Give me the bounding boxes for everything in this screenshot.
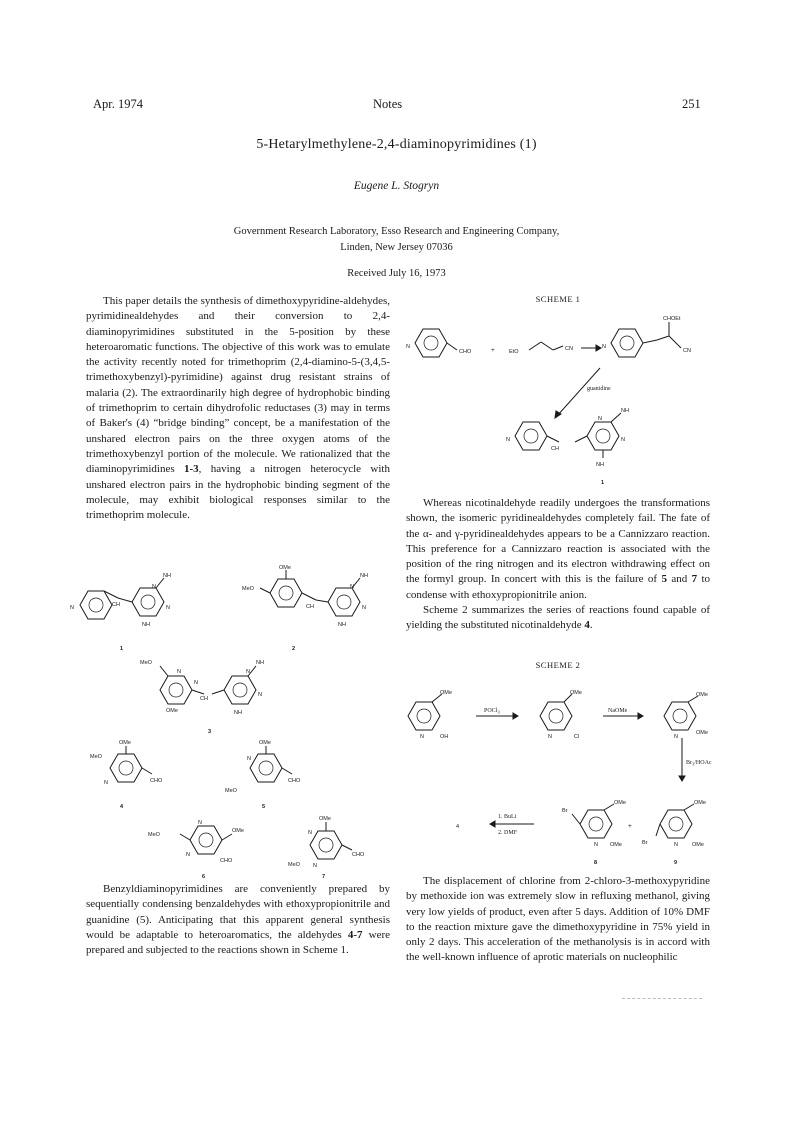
atom-label: EtO bbox=[509, 349, 519, 355]
atom-label: N bbox=[246, 669, 250, 675]
atom-label: CHO bbox=[220, 858, 233, 864]
paragraph: The displacement of chlorine from 2-chloro-3-methoxypyridine by methoxide ion was extremely slow in refluxing methanol, giving very low yields of product, even after 5 days. Addition of 10% DMF to the reaction mixture gave the dimethoxypyridine in 75% yield in only 2 days. This acceleration of the methanolysis is in accord with the well-known influence of aprotic materials on nucleophilic bbox=[406, 875, 710, 964]
compound-number: 8 bbox=[594, 860, 598, 866]
text: and bbox=[666, 573, 692, 586]
affiliation bbox=[0, 224, 793, 256]
atom-label: OMe bbox=[319, 816, 331, 822]
atom-label: CHO bbox=[288, 778, 301, 784]
paragraph bbox=[406, 603, 710, 634]
atom-label: OMe bbox=[696, 730, 708, 736]
reagent-subscript: 3 bbox=[692, 761, 695, 767]
atom-label: OMe bbox=[570, 690, 582, 696]
atom-label: OMe bbox=[614, 800, 626, 806]
reagent-label bbox=[484, 708, 500, 715]
compound-ref: 5 bbox=[661, 573, 667, 586]
affiliation-line-1: Government Research Laboratory, Esso Research and Engineering Company, bbox=[233, 226, 560, 237]
atom-label: N bbox=[198, 820, 202, 826]
atom-label: MeO bbox=[225, 788, 237, 794]
atom-label: N bbox=[594, 842, 598, 848]
atom-label: CH bbox=[306, 604, 314, 610]
atom-label: NH bbox=[234, 710, 242, 716]
text: , having a nitrogen heterocycle with unshared electron pairs in the hydrophobic binding segment of the molecule, may exhibit biological responses similar to the trimethoprim molecule. bbox=[86, 463, 390, 522]
plus-sign: + bbox=[491, 347, 495, 354]
scheme-2-diagram bbox=[398, 676, 718, 872]
structures-figure bbox=[60, 560, 405, 880]
compound-number: 4 bbox=[120, 804, 124, 810]
compound-number: 2 bbox=[292, 646, 296, 652]
atom-label: N bbox=[186, 852, 190, 858]
compound-number: 3 bbox=[208, 729, 212, 735]
atom-label: N bbox=[166, 605, 170, 611]
atom-label: CH bbox=[112, 602, 120, 608]
scan-mark bbox=[622, 998, 702, 1000]
atom-label: OMe bbox=[440, 690, 452, 696]
affiliation-line-2: Linden, New Jersey 07036 bbox=[340, 242, 453, 253]
atom-label: CHOEt bbox=[663, 316, 681, 322]
atom-label: N bbox=[70, 605, 74, 611]
atom-label: CH bbox=[200, 696, 208, 702]
atom-label: CHO bbox=[352, 852, 365, 858]
atom-label: N bbox=[362, 605, 366, 611]
atom-label: N bbox=[506, 437, 510, 443]
atom-label: NH bbox=[256, 660, 264, 666]
atom-label: N bbox=[177, 669, 181, 675]
atom-label: N bbox=[598, 416, 602, 422]
atom-label: OMe bbox=[279, 565, 291, 571]
compound-ref: 4 bbox=[584, 619, 590, 632]
atom-label: N bbox=[104, 780, 108, 786]
scheme-1-label: SCHEME 1 bbox=[535, 294, 581, 304]
compound-number: 6 bbox=[202, 874, 206, 880]
page-number: 251 bbox=[682, 97, 701, 111]
compound-number: 1 bbox=[120, 646, 124, 652]
text: This paper details the synthesis of dimethoxypyridine-aldehydes, pyrimidinealdehydes and their conversion to 2,4-diaminopyrimidines substituted in the 5-position by these heteroaromatic functions. The objective of this work was to emulate the activity recently noted for trimethoprim (2,4-diamino-5-(3,4,5-trimethoxybenzyl)-pyrimidine) against drug resistant strains of malaria (2). The extraordinarily high degree of hydrophobic binding of trimethoprim to certain dihydrofolic reductases (3) may in terms of Baker's (4) “bridge binding” concept, be a manifestation of the unshared electron pairs on the three oxygen atoms of the trimethoxybenzyl portion of the molecule. We rationalized that the diaminopyrimidines bbox=[86, 295, 390, 476]
atom-label: N bbox=[548, 734, 552, 740]
atom-label: N bbox=[313, 863, 317, 869]
atom-label: MeO bbox=[90, 754, 102, 760]
atom-label: MeO bbox=[148, 832, 160, 838]
left-column-synthesis bbox=[86, 882, 390, 958]
reagent-label bbox=[686, 760, 712, 767]
atom-label: N bbox=[258, 692, 262, 698]
reagent-label: 1. BuLi bbox=[498, 814, 517, 820]
atom-label: N bbox=[420, 734, 424, 740]
compound-ref: 4-7 bbox=[347, 928, 363, 941]
atom-label: Br bbox=[562, 808, 568, 814]
text: Whereas nicotinaldehyde readily undergoes the transformations shown, the isomeric pyridinealdehydes completely fail. The fate of the α- and γ-pyridinealdehydes appears to be a Cannizzaro reaction. This preference for a Cannizzaro reaction is associated with the position of the ring nitrogen and its electron withdrawing effect on the formyl group. In concert with this is the failure of bbox=[406, 497, 710, 586]
text: were prepared and subjected to the reactions shown in Scheme 1. bbox=[86, 928, 391, 957]
atom-label: OMe bbox=[694, 800, 706, 806]
compound-number: 7 bbox=[322, 874, 326, 880]
atom-label: OMe bbox=[259, 740, 271, 746]
reagent-label: guanidine bbox=[587, 386, 611, 392]
atom-label: OMe bbox=[119, 740, 131, 746]
atom-label: OMe bbox=[166, 708, 178, 714]
reagent-subscript: 3 bbox=[497, 709, 500, 715]
scheme-1-diagram bbox=[405, 308, 715, 488]
atom-label: N bbox=[308, 830, 312, 836]
atom-label: N bbox=[406, 344, 410, 350]
atom-label: OMe bbox=[232, 828, 244, 834]
plus-sign: + bbox=[628, 823, 632, 830]
atom-label: NH bbox=[142, 622, 150, 628]
reagent-label: NaOMe bbox=[608, 708, 628, 714]
atom-label: OMe bbox=[696, 692, 708, 698]
reagent-text: /HOAc bbox=[694, 760, 712, 766]
atom-label: Cl bbox=[574, 734, 580, 740]
running-date: Apr. 1974 bbox=[93, 97, 143, 111]
text: . bbox=[589, 619, 593, 632]
atom-label: N bbox=[621, 437, 625, 443]
compound-number: 9 bbox=[674, 860, 678, 866]
atom-label: OMe bbox=[610, 842, 622, 848]
paper-title: 5-Hetarylmethylene-2,4-diaminopyrimidines (1) bbox=[256, 137, 537, 152]
text: Scheme 2 summarizes the series of reactions found capable of yielding the substituted nicotinaldehyde bbox=[406, 604, 710, 632]
scheme-2-label: SCHEME 2 bbox=[535, 660, 581, 670]
atom-label: CHO bbox=[150, 778, 163, 784]
reagent-label: 2. DMF bbox=[498, 830, 518, 836]
atom-label: CN bbox=[565, 346, 573, 352]
atom-label: N bbox=[247, 756, 251, 762]
atom-label: N bbox=[350, 584, 354, 590]
atom-label: OH bbox=[440, 734, 449, 740]
right-column-methanolysis bbox=[406, 874, 710, 966]
atom-label: MeO bbox=[242, 586, 254, 592]
paragraph bbox=[406, 496, 710, 603]
atom-label: N bbox=[674, 734, 678, 740]
compound-number: 1 bbox=[601, 480, 605, 486]
atom-label: NH bbox=[621, 408, 629, 414]
text: Benzyldiaminopyrimidines are conveniently prepared by sequentially condensing benzaldehydes with ethoxypropionitrile and guanidine (5). Anticipating that this apparent general synthesis would be adaptable to heteroaromatics, the aldehydes bbox=[86, 883, 390, 941]
running-section: Notes bbox=[373, 97, 403, 111]
paragraph bbox=[86, 882, 390, 958]
atom-label: NH bbox=[338, 622, 346, 628]
atom-label: Br bbox=[642, 840, 648, 846]
paragraph bbox=[86, 294, 390, 523]
atom-label: MeO bbox=[288, 862, 300, 868]
left-column-intro bbox=[86, 294, 390, 523]
atom-label: CN bbox=[683, 348, 691, 354]
atom-label: CH bbox=[551, 446, 559, 452]
reagent-text: Br bbox=[686, 760, 692, 766]
compound-ref: 1-3 bbox=[183, 463, 199, 476]
atom-label: N bbox=[194, 680, 198, 686]
atom-label: NH bbox=[596, 462, 604, 468]
atom-label: N bbox=[152, 584, 156, 590]
atom-label: NH bbox=[163, 573, 171, 579]
atom-label: MeO bbox=[140, 660, 152, 666]
atom-label: N bbox=[602, 344, 606, 350]
reagent-text: POCl bbox=[484, 708, 498, 714]
compound-ref: 4 bbox=[456, 824, 460, 830]
author: Eugene L. Stogryn bbox=[353, 180, 440, 192]
atom-label: NH bbox=[360, 573, 368, 579]
atom-label: N bbox=[674, 842, 678, 848]
atom-label: CHO bbox=[459, 349, 472, 355]
text: to condense with ethoxypropionitrile anion. bbox=[406, 573, 711, 601]
right-column-discussion bbox=[406, 496, 710, 634]
received-date: Received July 16, 1973 bbox=[347, 268, 446, 279]
compound-ref: 7 bbox=[691, 573, 698, 586]
compound-number: 5 bbox=[262, 804, 266, 810]
atom-label: OMe bbox=[692, 842, 704, 848]
